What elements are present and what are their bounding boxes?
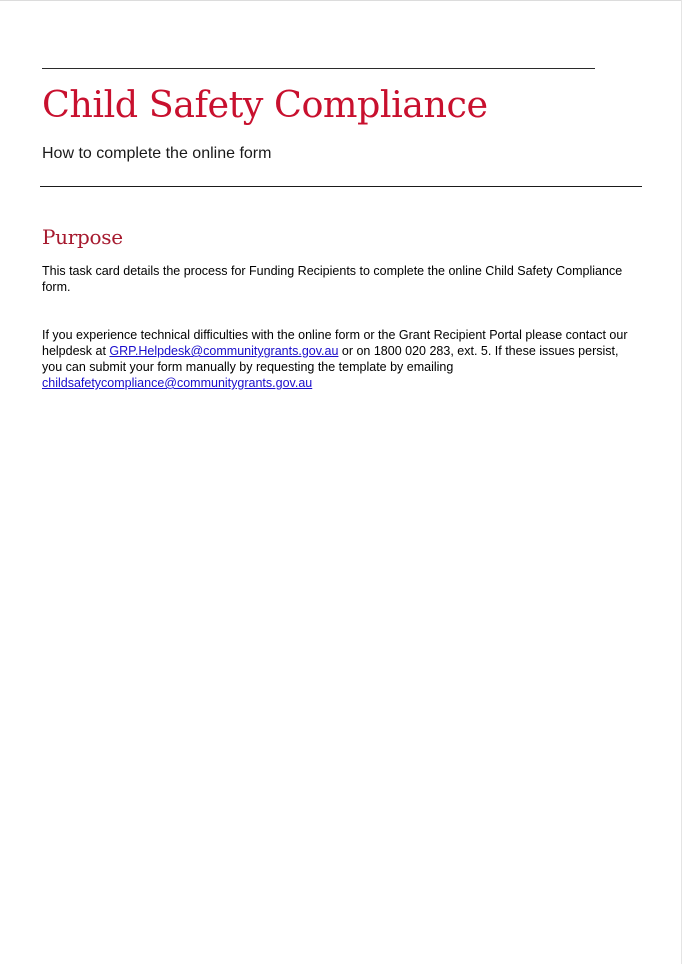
cross-pattern-banner (10, 10, 672, 56)
header-top-rule (42, 68, 595, 69)
section-heading-purpose: Purpose (42, 225, 123, 249)
page-subtitle: How to complete the online form (42, 145, 272, 162)
compliance-email-link[interactable]: childsafetycompliance@communitygrants.gov.au (42, 376, 313, 390)
purpose-paragraph: This task card details the process for Funding Recipients to complete the online Child Safety Compliance form. (42, 264, 623, 294)
helpdesk-email-link[interactable]: GRP.Helpdesk@communitygrants.gov.au (109, 344, 339, 358)
support-paragraph (42, 327, 642, 391)
page-border-top (0, 0, 682, 1)
banner-fill (10, 10, 672, 56)
support-text-continued: or on 1800 020 283, ext. 5. If these issues persist, you can submit your form manually by requesting the template by emailing (42, 344, 619, 374)
support-text-intro: If you experience technical difficulties with the online form or the Grant Recipient Portal please contact our helpdesk at (42, 328, 628, 358)
header-bottom-rule (40, 186, 642, 187)
page-title: Child Safety Compliance (42, 83, 488, 126)
